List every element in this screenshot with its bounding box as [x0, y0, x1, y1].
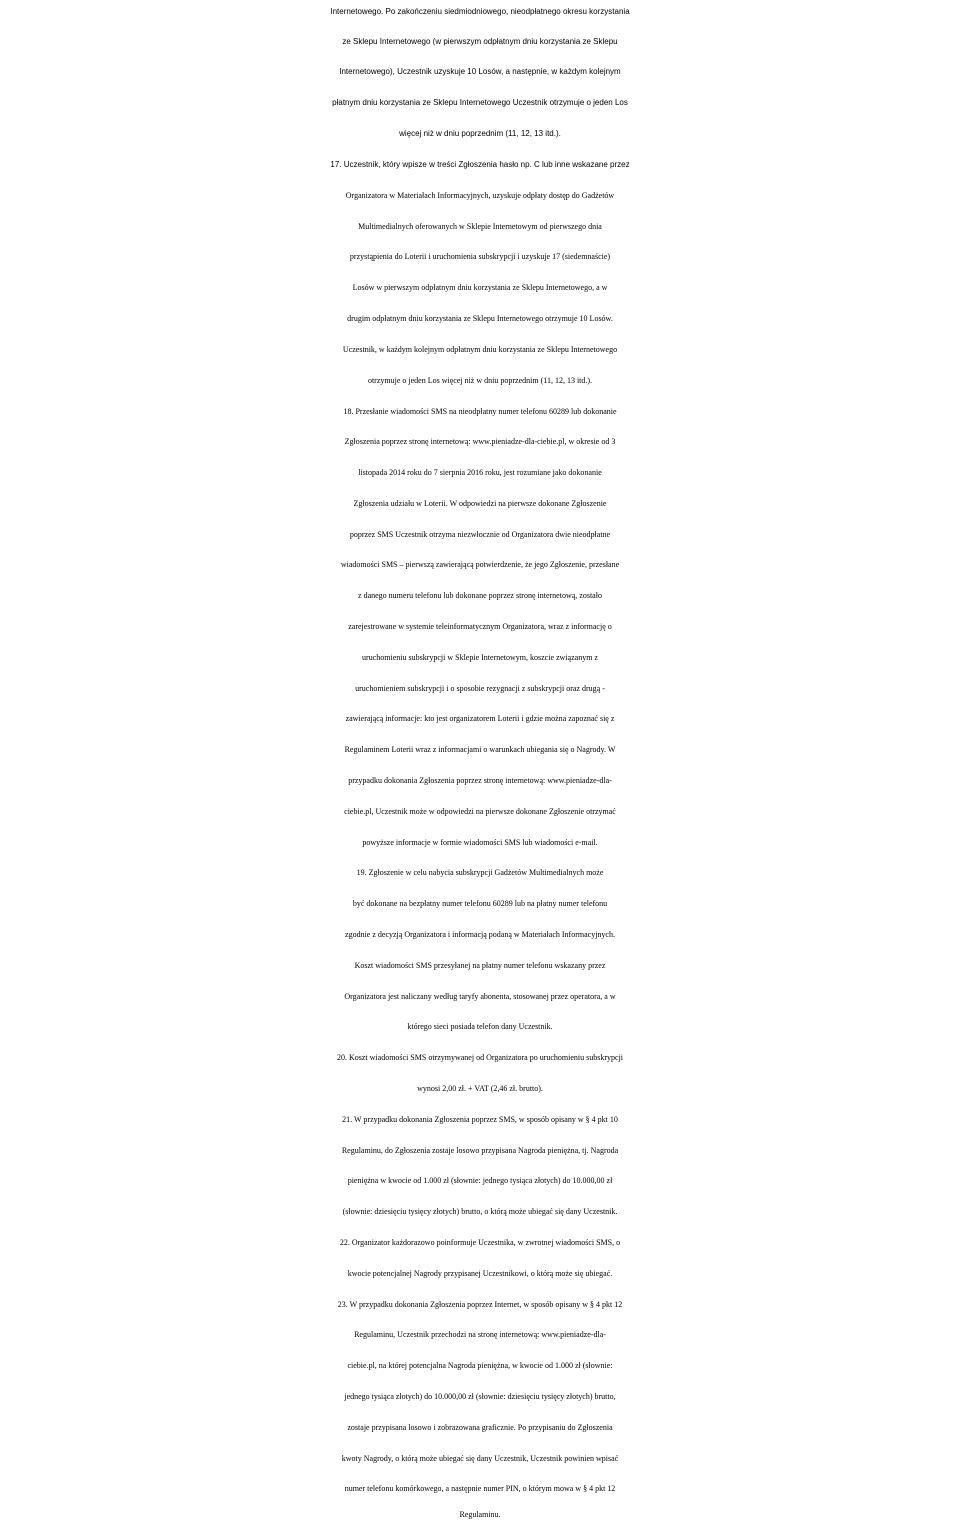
text-line: Zgłoszenia poprzez stronę internetową: www.pieniadze-dla-ciebie.pl, w okresie od 3	[344, 437, 616, 446]
text-line: 22. Organizator każdorazowo poinformuje Uczestnika, w zwrotnej wiadomości SMS, o	[339, 1238, 621, 1247]
text-line: 23. W przypadku dokonania Zgłoszenia poprzez Internet, w sposób opisany w § 4 pkt 12	[337, 1300, 623, 1309]
text-line: ciebie.pl, Uczestnik może w odpowiedzi na pierwsze dokonane Zgłoszenie otrzymać	[344, 807, 616, 816]
text-line: Uczestnik, w każdym kolejnym odpłatnym dniu korzystania ze Sklepu Internetowego	[342, 345, 618, 354]
text-line: Regulaminu, do Zgłoszenia zostaje losowo przypisana Nagroda pieniężna, tj. Nagroda	[341, 1146, 619, 1155]
text-line: kwoty Nagrody, o którą może ubiegać się dany Uczestnik, Uczestnik powinien wpisać	[341, 1454, 619, 1463]
text-line: przypadku dokonania Zgłoszenia poprzez stronę internetową: www.pieniadze-dla-	[348, 776, 612, 785]
text-line: (słownie: dziesięciu tysięcy złotych) brutto, o którą może ubiegać się dany Uczestnik.	[342, 1207, 618, 1216]
text-line: Losów w pierwszym odpłatnym dniu korzystania ze Sklepu Internetowego, a w	[352, 283, 608, 292]
text-line: wynosi 2,00 zł. + VAT (2,46 zł. brutto).	[417, 1084, 543, 1093]
text-line: Regulaminem Loterii wraz z informacjami o warunkach ubiegania się o Nagrody. W	[344, 745, 616, 754]
text-line: otrzymuje o jeden Los więcej niż w dniu poprzednim (11, 12, 13 itd.).	[367, 376, 593, 385]
text-line: Multimedialnych oferowanych w Sklepie Internetowym od pierwszego dnia	[358, 222, 602, 231]
text-line: 21. W przypadku dokonania Zgłoszenia poprzez SMS, w sposób opisany w § 4 pkt 10	[342, 1115, 618, 1124]
text-line: listopada 2014 roku do 7 sierpnia 2016 roku, jest rozumiane jako dokonanie	[358, 468, 602, 477]
text-line: być dokonane na bezpłatny numer telefonu 60289 lub na płatny numer telefonu	[352, 899, 608, 908]
text-line: uruchomieniem subskrypcji i o sposobie rezygnacji z subskrypcji oraz drugą -	[355, 684, 605, 693]
text-line: płatnym dniu korzystania ze Sklepu Internetowego Uczestnik otrzymuje o jeden Los	[332, 98, 628, 107]
text-line: Regulaminu.	[459, 1510, 501, 1519]
text-line: jednego tysiąca złotych) do 10.000,00 zł (słownie: dziesięciu tysięcy złotych) brutto,	[344, 1392, 616, 1401]
text-line: 18. Przesłanie wiadomości SMS na nieodpłatny numer telefonu 60289 lub dokonanie	[343, 407, 617, 416]
text-line: zostaje przypisana losowo i zobrazowana graficznie. Po przypisaniu do Zgłoszenia	[347, 1423, 613, 1432]
text-line: 17. Uczestnik, który wpisze w treści Zgłoszenia hasło np. C lub inne wskazane przez	[330, 160, 630, 169]
text-line: poprzez SMS Uczestnik otrzyma niezwłocznie od Organizatora dwie nieodpłatne	[349, 530, 611, 539]
text-line: kwocie potencjalnej Nagrody przypisanej Uczestnikowi, o którą może się ubiegać.	[347, 1269, 613, 1278]
text-line: zgodnie z decyzją Organizatora i informacją podaną w Materiałach Informacyjnych.	[345, 930, 615, 939]
text-line: z danego numeru telefonu lub dokonane poprzez stronę internetową, zostało	[358, 591, 602, 600]
text-line: ze Sklepu Internetowego (w pierwszym odpłatnym dniu korzystania ze Sklepu	[342, 37, 618, 46]
text-line: Internetowego. Po zakończeniu siedmiodniowego, nieodpłatnego okresu korzystania	[330, 7, 630, 16]
text-line: więcej niż w dniu poprzednim (11, 12, 13 itd.).	[399, 129, 561, 138]
text-line: Organizatora jest naliczany według taryfy abonenta, stosowanej przez operatora, a w	[344, 992, 616, 1001]
text-line: wiadomości SMS – pierwszą zawierającą potwierdzenie, że jego Zgłoszenie, przesłane	[340, 560, 620, 569]
text-line: 20. Koszt wiadomości SMS otrzymywanej od Organizatora po uruchomieniu subskrypcji	[336, 1053, 624, 1062]
text-line: powyższe informacje w formie wiadomości SMS lub wiadomości e-mail.	[362, 838, 598, 847]
text-line: Organizatora w Materiałach Informacyjnych, uzyskuje odpłaty dostęp do Gadżetów	[345, 191, 615, 200]
text-line: pieniężna w kwocie od 1.000 zł (słownie: jednego tysiąca złotych) do 10.000,00 zł	[347, 1176, 613, 1185]
text-line: numer telefonu komórkowego, a następnie numer PIN, o którym mowa w § 4 pkt 12	[344, 1484, 616, 1493]
text-line: Internetowego), Uczestnik uzyskuje 10 Losów, a następnie, w każdym kolejnym	[339, 67, 621, 76]
text-line: zawierającą informacje: kto jest organizatorem Loterii i gdzie można zapoznać się z	[345, 714, 615, 723]
text-line: uruchomieniu subskrypcji w Sklepie Internetowym, koszcie związanym z	[362, 653, 598, 662]
text-line: drugim odpłatnym dniu korzystania ze Sklepu Internetowego otrzymuje 10 Losów.	[347, 314, 613, 323]
text-line: Regulaminu, Uczestnik przechodzi na stronę internetową: www.pieniadze-dla-	[354, 1330, 606, 1339]
text-line: którego sieci posiada telefon dany Uczestnik.	[407, 1022, 553, 1031]
text-line: Koszt wiadomości SMS przesyłanej na płatny numer telefonu wskazany przez	[354, 961, 606, 970]
text-line: 19. Zgłoszenie w celu nabycia subskrypcji Gadżetów Multimedialnych może	[356, 868, 604, 877]
text-line: Zgłoszenia udziału w Loterii. W odpowiedzi na pierwsze dokonane Zgłoszenie	[353, 499, 607, 508]
text-line: ciebie.pl, na której potencjalna Nagroda pieniężna, w kwocie od 1.000 zł (słownie:	[347, 1361, 613, 1370]
text-line: przystąpienia do Loterii i uruchomienia subskrypcji i uzyskuje 17 (siedemnaście)	[349, 252, 611, 261]
text-line: zarejestrowane w systemie teleinformatycznym Organizatora, wraz z informację o	[348, 622, 612, 631]
